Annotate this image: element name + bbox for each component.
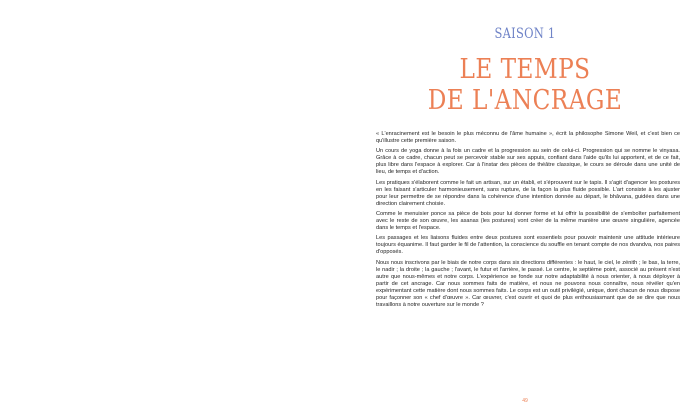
season-label: SAISON 1 (494, 26, 556, 42)
chapter-title-line-2: DE L'ANCRAGE (427, 85, 623, 116)
paragraph: Nous nous inscrivons par le biais de notre corps dans six directions différentes : le haut, le ciel, le zénith ; le bas, la terre, le nadir ; la droite ; la gauche ; l'avant, le futur et l'arrière, le passé. Le centre, le septième point, associé au présent n'est autre que nous-mêmes et notre corps. L'expérience se fonde sur notre adaptabilité à nous orienter, à nous déployer à partir de cet ancrage. Car nous sommes faits de matière, et nous ne pouvons nous connaître, nous révéler qu'en expérimentant cette matière dont nous sommes faits. Le corps est un outil privilégié, unique, dont chacun de nous dispose pour façonner son « chef d'œuvre ». Car œuvrer, c'est ouvrir et quoi de plus enthousiasmant que de se dire que nous travaillons à notre ouverture sur le monde ? (376, 259, 680, 309)
chapter-title (375, 54, 676, 116)
page-number: 49 (522, 398, 528, 404)
paragraph: Les passages et les liaisons fluides entre deux postures sont essentiels pour pouvoir maintenir une attitude intérieure toujours équanime. Il faut garder le fil de l'attention, la conscience du souffle en tenant compte de nos dvandva, nos paires d'opposés. (376, 235, 680, 256)
body-text (376, 131, 680, 312)
paragraph: Les pratiques s'élaborent comme le fait un artisan, sur un établi, et s'éprouvent sur le tapis. Il s'agit d'agencer les postures en les faisant s'articuler harmonieusement, sans rupture, de la façon la plus fluide possible. L'art consiste à les ajuster pour leur permettre de se répondre dans la cohérence d'une intention donnée au départ, le bhâvana, guidées dans une direction clairement choisie. (376, 179, 680, 207)
paragraph: « L'enracinement est le besoin le plus méconnu de l'âme humaine », écrit la philosophe Simone Weil, et c'est bien ce qu'illustre cette première saison. (376, 131, 680, 145)
chapter-title-line-1: LE TEMPS (459, 54, 591, 85)
paragraph: Comme le menuisier ponce sa pièce de bois pour lui donner forme et lui offrir la possibilité de s'emboîter parfaitement avec le reste de son œuvre, les asanas (les postures) vont créer de la même manière une œuvre singulière, agencée dans le temps et l'espace. (376, 210, 680, 232)
paragraph: Un cours de yoga donne à la fois un cadre et la progression au sein de celui-ci. Progression qui se nomme le vinyasa. Grâce à ce cadre, chacun peut se percevoir stable sur ses appuis, confiant dans l'aide qu'ils lui apportent, et de ce fait, plus libre dans l'espace à explorer. Car à l'instar des pièces de théâtre classique, le cours se déroule dans une unité de lieu, de temps et d'action. (376, 148, 680, 176)
